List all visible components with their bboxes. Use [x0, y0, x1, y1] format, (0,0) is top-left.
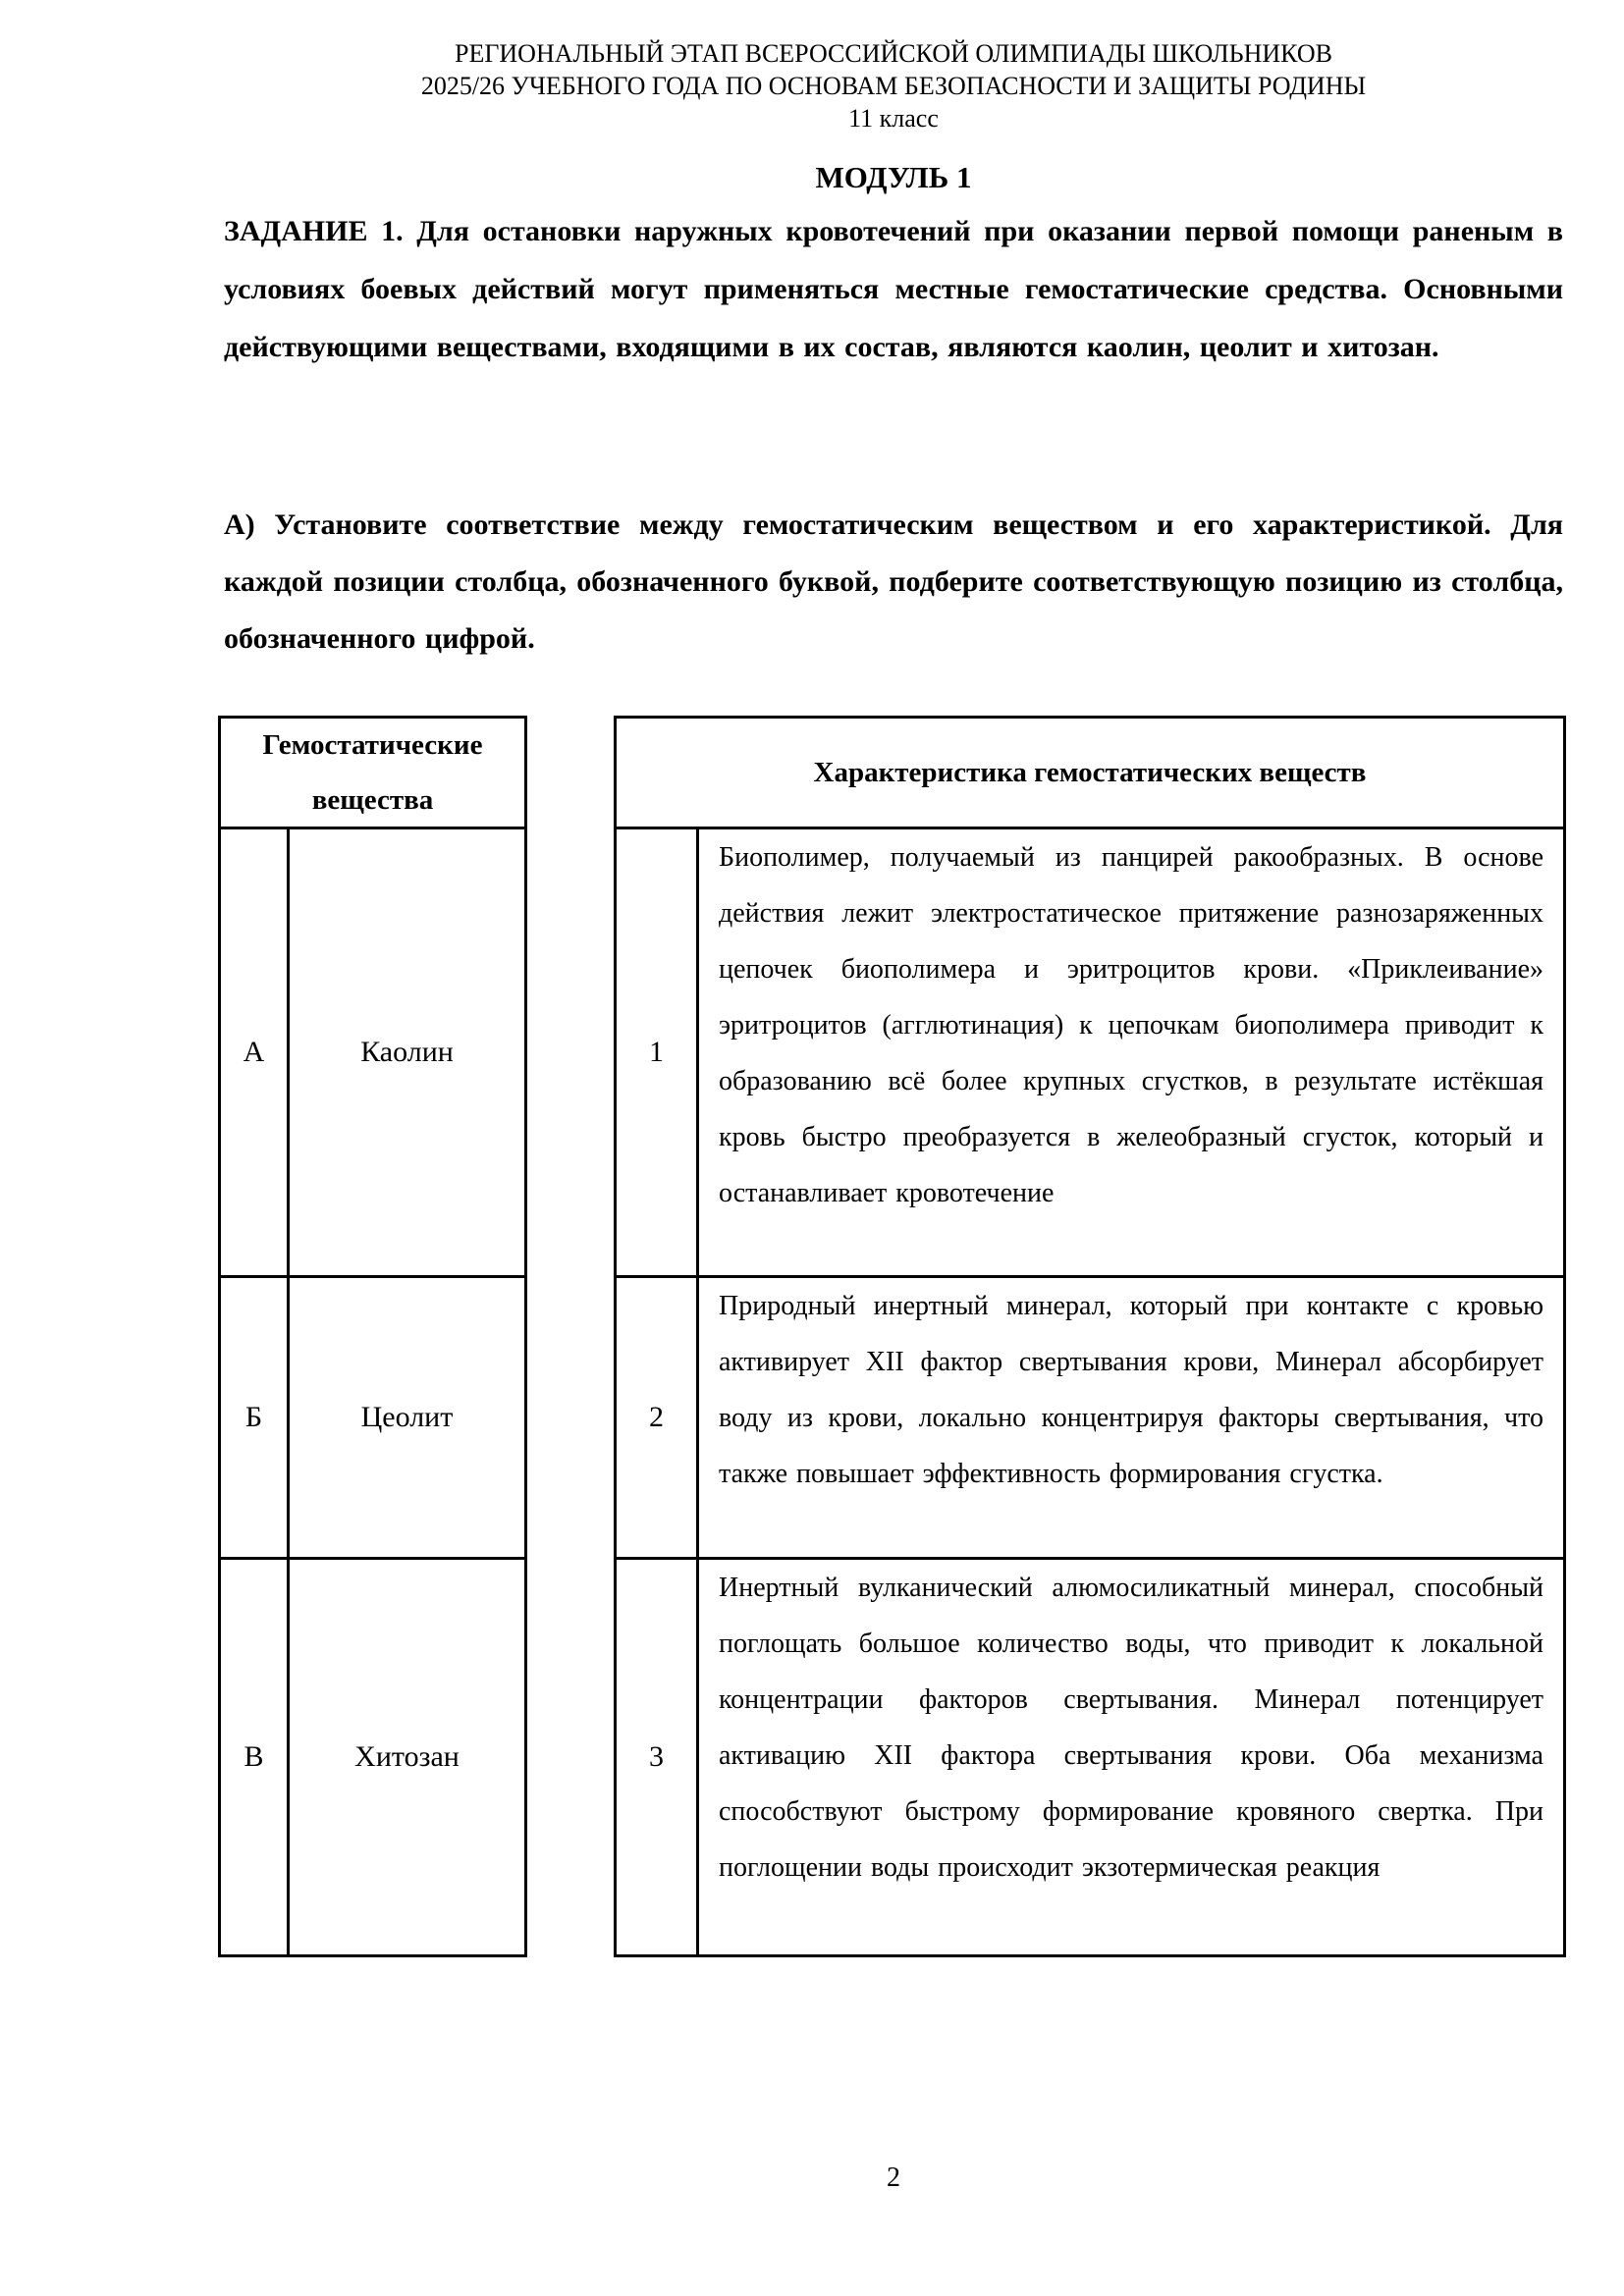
characteristic-number-cell: 1: [617, 829, 699, 1275]
page-number: 2: [887, 2163, 900, 2193]
substances-table-header: Гемостатические вещества: [221, 719, 524, 829]
module-title: МОДУЛЬ 1: [815, 160, 972, 194]
header-line-grade: 11 класс: [848, 104, 939, 133]
table-row: [617, 829, 1563, 1278]
substance-letter-cell: А: [221, 829, 290, 1275]
substance-name-cell: Цеолит: [360, 1401, 454, 1433]
table-row: [617, 1560, 1563, 1954]
table-row: [221, 829, 524, 1278]
substance-letter-cell: В: [221, 1560, 290, 1954]
substance-letter-cell: Б: [221, 1278, 290, 1557]
substance-name-cell: Каолин: [360, 1036, 454, 1068]
task-intro-paragraph: ЗАДАНИЕ 1. Для остановки наружных кровотечений при оказании первой помощи раненым в условиях боевых действий могут применяться местные гемостатические средства. Основными действующими веществами, входящими в их состав, являются каолин, цеолит и хитозан.: [224, 215, 1563, 363]
characteristic-text-cell: Инертный вулканический алюмосиликатный минерал, способный поглощать большое количество воды, что приводит к локальной концентрации факторов свертывания. Минерал потенцирует активацию XII фактора свертывания крови. Оба механизма способствуют быстрому формирование кровяного свертка. При поглощении воды происходит экзотермическая реакция: [719, 1573, 1543, 1883]
characteristic-number-cell: 2: [617, 1278, 699, 1557]
substance-name-cell: Хитозан: [354, 1740, 460, 1773]
header-line-year-subject: 2025/26 УЧЕБНОГО ГОДА ПО ОСНОВАМ БЕЗОПАСНОСТИ И ЗАЩИТЫ РОДИНЫ: [420, 72, 1367, 100]
characteristic-text-cell: Природный инертный минерал, который при контакте с кровью активирует XII фактор свертывания крови, Минерал абсорбирует воду из крови, локально концентрируя факторы свертывания, что также повышает эффективность формирования сгустка.: [719, 1291, 1543, 1489]
document-header: [224, 37, 1563, 134]
characteristics-table: [614, 716, 1566, 1957]
characteristic-text-cell: Биополимер, получаемый из панцирей ракообразных. В основе действия лежит электростатическое притяжение разнозаряженных цепочек биополимера и эритроцитов крови. «Приклеивание» эритроцитов (агглютинация) к цепочкам биополимера приводит к образованию всё более крупных сгустков, в результате истёкшая кровь быстро преобразуется в желеобразный сгусток, который и останавливает кровотечение: [719, 842, 1543, 1208]
task-section-a-paragraph: А) Установите соответствие между гемостатическим веществом и его характеристикой. Для каждой позиции столбца, обозначенного буквой, подберите соответствующую позицию из столбца, обозначенного цифрой.: [224, 508, 1563, 655]
substances-table: [218, 716, 527, 1957]
table-row: [221, 1278, 524, 1560]
characteristics-table-header: Характеристика гемостатических веществ: [617, 719, 1563, 829]
header-line-olympiad: РЕГИОНАЛЬНЫЙ ЭТАП ВСЕРОССИЙСКОЙ ОЛИМПИАДЫ ШКОЛЬНИКОВ: [455, 39, 1332, 68]
table-row: [617, 1278, 1563, 1560]
characteristic-number-cell: 3: [617, 1560, 699, 1954]
matching-tables: [218, 716, 1566, 1957]
table-row: [221, 1560, 524, 1954]
